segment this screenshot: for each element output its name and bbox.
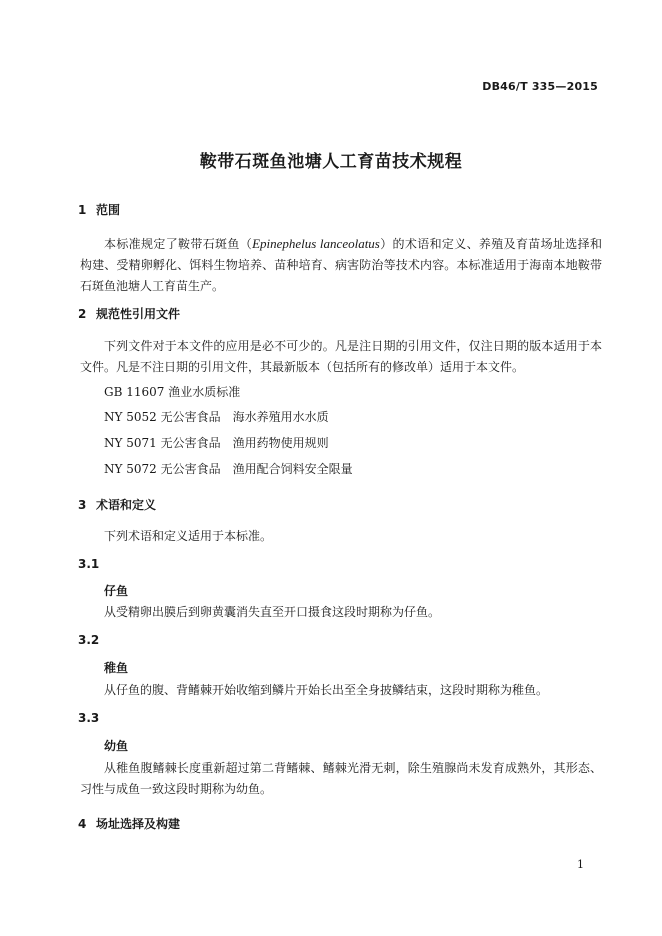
section-title: 规范性引用文件: [96, 307, 181, 321]
section-number: 3: [78, 498, 87, 512]
section-3-heading: [78, 496, 156, 513]
latin-species-name: Epinephelus lanceolatus: [252, 236, 380, 251]
term-name: 幼鱼: [104, 739, 129, 753]
term-number: 3.3: [78, 711, 100, 725]
section-number: 4: [78, 817, 87, 831]
term-definition: 从受精卵出膜后到卵黄囊消失直至开口摄食这段时期称为仔鱼。: [104, 605, 441, 619]
section-2-paragraph: 下列文件对于本文件的应用是必不可少的。凡是注日期的引用文件，仅注日期的版本适用于本文件。凡是不注日期的引用文件，其最新版本（包括所有的修改单）适用于本文件。: [80, 339, 602, 374]
document-title: 鞍带石斑鱼池塘人工育苗技术规程: [199, 152, 463, 172]
section-1-heading: [78, 201, 120, 218]
term-name: 仔鱼: [104, 584, 129, 598]
section-1-paragraph: 本标准规定了鞍带石斑鱼（Epinephelus lanceolatus）的术语和定义、养殖及育苗场址选择和构建、受精卵孵化、饵料生物培养、苗种培育、病害防治等技术内容。本标准适用于海南本地鞍带石斑鱼池塘人工育苗生产。: [80, 236, 602, 293]
section-2-heading: [78, 305, 180, 322]
term-definition: 从仔鱼的腹、背鳍棘开始收缩到鳞片开始长出至全身披鳞结束，这段时期称为稚鱼。: [104, 683, 549, 697]
section-number: 1: [78, 203, 87, 217]
section-3-paragraph: 下列术语和定义适用于本标准。: [104, 529, 273, 543]
reference-item: NY 5072 无公害食品 渔用配合饲料安全限量: [104, 462, 353, 476]
term-definition: 从稚鱼腹鳍棘长度重新超过第二背鳍棘、鳍棘光滑无刺，除生殖腺尚未发育成熟外，其形态、习性与成鱼一致这段时期称为幼鱼。: [80, 761, 602, 796]
section-title: 术语和定义: [96, 498, 157, 512]
document-number: DB46/T 335—2015: [482, 80, 598, 93]
page-number: 1: [577, 858, 584, 871]
reference-item: NY 5052 无公害食品 海水养殖用水水质: [104, 410, 329, 424]
section-title: 场址选择及构建: [96, 817, 181, 831]
term-number: 3.1: [78, 557, 100, 571]
term-number: 3.2: [78, 633, 100, 647]
section-number: 2: [78, 307, 87, 321]
section-4-heading: [78, 815, 180, 832]
reference-item: NY 5071 无公害食品 渔用药物使用规则: [104, 436, 329, 450]
reference-item: GB 11607 渔业水质标准: [104, 385, 241, 399]
section-title: 范围: [96, 203, 121, 217]
term-name: 稚鱼: [104, 661, 129, 675]
